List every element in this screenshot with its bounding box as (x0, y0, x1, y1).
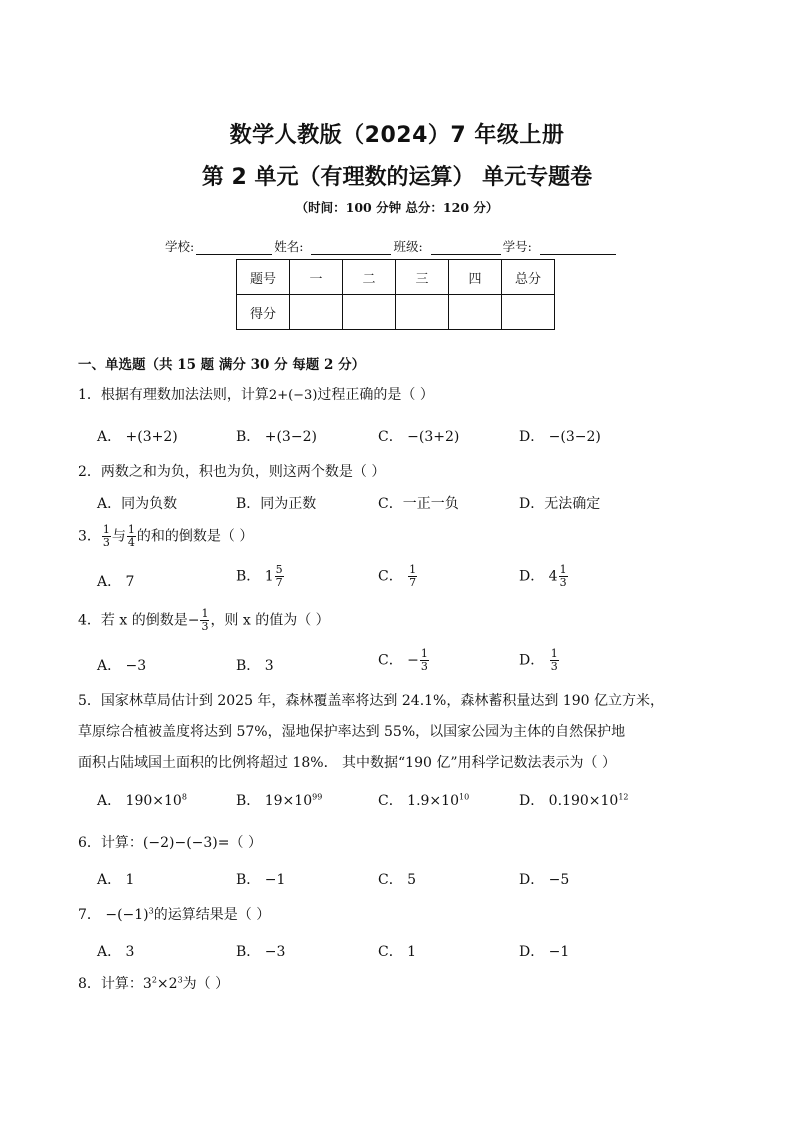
denominator: 3 (201, 620, 209, 633)
q7-option-d[interactable]: D． −1 (519, 944, 570, 960)
name-label: 姓名: (274, 239, 304, 254)
q4-option-d[interactable] (519, 648, 560, 673)
question-8 (78, 973, 229, 993)
question-8-mid: ×2 (156, 976, 178, 992)
q1-option-c[interactable]: C． −(3+2) (378, 429, 460, 445)
numerator: 1 (550, 647, 558, 660)
score-cell: 三 (396, 260, 449, 295)
score-cell: 四 (449, 260, 502, 295)
question-4-text: 4．若 x 的倒数是− (78, 612, 200, 629)
denominator: 3 (550, 660, 558, 673)
exponent: 12 (618, 792, 629, 802)
exponent: 99 (312, 792, 323, 802)
q1-option-d[interactable]: D． −(3−2) (519, 429, 601, 445)
denominator: 7 (275, 576, 283, 589)
question-8-text: 8．计算：3 (78, 976, 152, 992)
question-3 (78, 524, 253, 549)
question-7-text: 7． −(−1) (78, 907, 149, 923)
question-7-tail: 的运算结果是（ ） (153, 907, 271, 923)
q6-option-d[interactable]: D． −5 (519, 872, 570, 888)
exponent: 2 (151, 975, 157, 985)
q3-option-c[interactable] (378, 564, 418, 589)
score-table-header-row (237, 260, 555, 295)
exam-time-score: （时间：100 分钟 总分：120 分） (295, 200, 499, 215)
option-text: D． 0.190×10 (519, 793, 619, 809)
q4-option-a[interactable]: A． −3 (97, 658, 147, 674)
score-cell: 一 (290, 260, 343, 295)
name-blank[interactable] (311, 240, 391, 255)
exponent: 8 (181, 792, 187, 802)
question-5-line-1: 5．国家林草局估计到 2025 年，森林覆盖率将达到 24.1%，森林蓄积量达到 190 亿立方米， (78, 693, 664, 709)
numerator: 1 (409, 563, 417, 576)
school-label: 学校: (165, 239, 195, 254)
q6-option-a[interactable]: A． 1 (97, 872, 135, 888)
question-1-expr: 2+(−3) (268, 388, 318, 403)
question-6: 6．计算：(−2)−(−3)=（ ） (78, 835, 262, 851)
question-3-tail: 的和的倒数是（ ） (136, 528, 254, 545)
fraction (408, 564, 417, 589)
fraction (275, 564, 284, 589)
section-title: 一、单选题（共 15 题 满分 30 分 每题 2 分） (78, 357, 366, 373)
question-1 (78, 384, 434, 404)
fraction (200, 608, 209, 633)
option-text: B． 19×10 (236, 793, 313, 809)
q2-option-d[interactable]: D．无法确定 (519, 496, 601, 512)
q1-option-a[interactable]: A． +(3+2) (97, 429, 178, 445)
score-input-cell[interactable] (449, 295, 502, 330)
score-cell: 二 (343, 260, 396, 295)
q3-option-d[interactable] (519, 564, 569, 589)
question-7 (78, 904, 270, 924)
exponent: 10 (458, 792, 470, 802)
q7-option-b[interactable]: B． −3 (236, 944, 286, 960)
class-label: 班级: (393, 239, 423, 254)
exponent: 3 (148, 906, 154, 916)
q3-option-b[interactable] (236, 564, 285, 589)
question-3-number: 3． (78, 528, 101, 545)
denominator: 7 (409, 576, 417, 589)
question-3-mid: 与 (111, 528, 126, 545)
fraction (559, 564, 568, 589)
option-text: C． 1.9×10 (378, 793, 459, 809)
option-label: D． (519, 652, 549, 669)
q5-option-d[interactable] (519, 790, 629, 810)
number-blank[interactable] (540, 240, 616, 255)
option-text: A． 190×10 (97, 793, 182, 809)
question-4 (78, 608, 330, 633)
option-label: B． 1 (236, 568, 274, 585)
score-cell: 得分 (237, 295, 290, 330)
q3-option-a[interactable]: A． 7 (97, 574, 135, 590)
q6-option-b[interactable]: B． −1 (236, 872, 286, 888)
q4-option-b[interactable]: B． 3 (236, 658, 274, 674)
option-label: C． − (378, 652, 419, 669)
score-input-cell[interactable] (290, 295, 343, 330)
title-line-2: 第 2 单元（有理数的运算） 单元专题卷 (201, 165, 593, 190)
score-input-cell[interactable] (502, 295, 555, 330)
denominator: 3 (559, 576, 567, 589)
denominator: 3 (420, 660, 428, 673)
score-input-cell[interactable] (343, 295, 396, 330)
denominator: 3 (102, 536, 110, 549)
title-line-1: 数学人教版（2024）7 年级上册 (229, 123, 565, 148)
numerator: 1 (127, 523, 135, 536)
number-label: 学号: (502, 239, 532, 254)
question-4-tail: ，则 x 的值为（ ） (210, 612, 330, 629)
score-cell: 题号 (237, 260, 290, 295)
q7-option-a[interactable]: A． 3 (97, 944, 135, 960)
q2-option-b[interactable]: B．同为正数 (236, 496, 317, 512)
question-1-tail: 过程正确的是（ ） (317, 387, 434, 403)
option-label: D． 4 (519, 568, 558, 585)
question-5-line-3: 面积占陆域国土面积的比例将超过 18%． 其中数据“190 亿”用科学记数法表示为（ ） (78, 755, 616, 771)
q2-option-c[interactable]: C．一正一负 (378, 496, 459, 512)
question-2: 2．两数之和为负，积也为负，则这两个数是（ ） (78, 464, 386, 480)
school-blank[interactable] (196, 240, 272, 255)
question-1-text: 1．根据有理数加法法则，计算 (78, 387, 269, 403)
class-blank[interactable] (431, 240, 501, 255)
student-info-line (165, 237, 618, 255)
option-label: C． (378, 568, 408, 585)
q6-option-c[interactable]: C． 5 (378, 872, 417, 888)
fraction (127, 524, 136, 549)
q5-option-c[interactable] (378, 790, 469, 810)
q4-option-c[interactable] (378, 648, 430, 673)
q5-option-a[interactable] (97, 790, 187, 810)
numerator: 1 (559, 563, 567, 576)
denominator: 4 (127, 536, 135, 549)
numerator: 1 (201, 607, 209, 620)
question-8-tail: 为（ ） (182, 976, 230, 992)
fraction (550, 648, 559, 673)
q5-option-b[interactable] (236, 790, 322, 810)
exponent: 3 (177, 975, 183, 985)
q2-option-a[interactable]: A．同为负数 (97, 496, 178, 512)
fraction (420, 648, 429, 673)
fraction (102, 524, 111, 549)
numerator: 1 (102, 523, 110, 536)
numerator: 5 (275, 563, 283, 576)
score-table-score-row (237, 295, 555, 330)
question-5-line-2: 草原综合植被盖度将达到 57%，湿地保护率达到 55%，以国家公园为主体的自然保护地 (78, 724, 626, 740)
q1-option-b[interactable]: B． +(3−2) (236, 429, 317, 445)
score-table (236, 259, 555, 330)
score-input-cell[interactable] (396, 295, 449, 330)
score-cell: 总分 (502, 260, 555, 295)
numerator: 1 (420, 647, 428, 660)
q7-option-c[interactable]: C． 1 (378, 944, 417, 960)
